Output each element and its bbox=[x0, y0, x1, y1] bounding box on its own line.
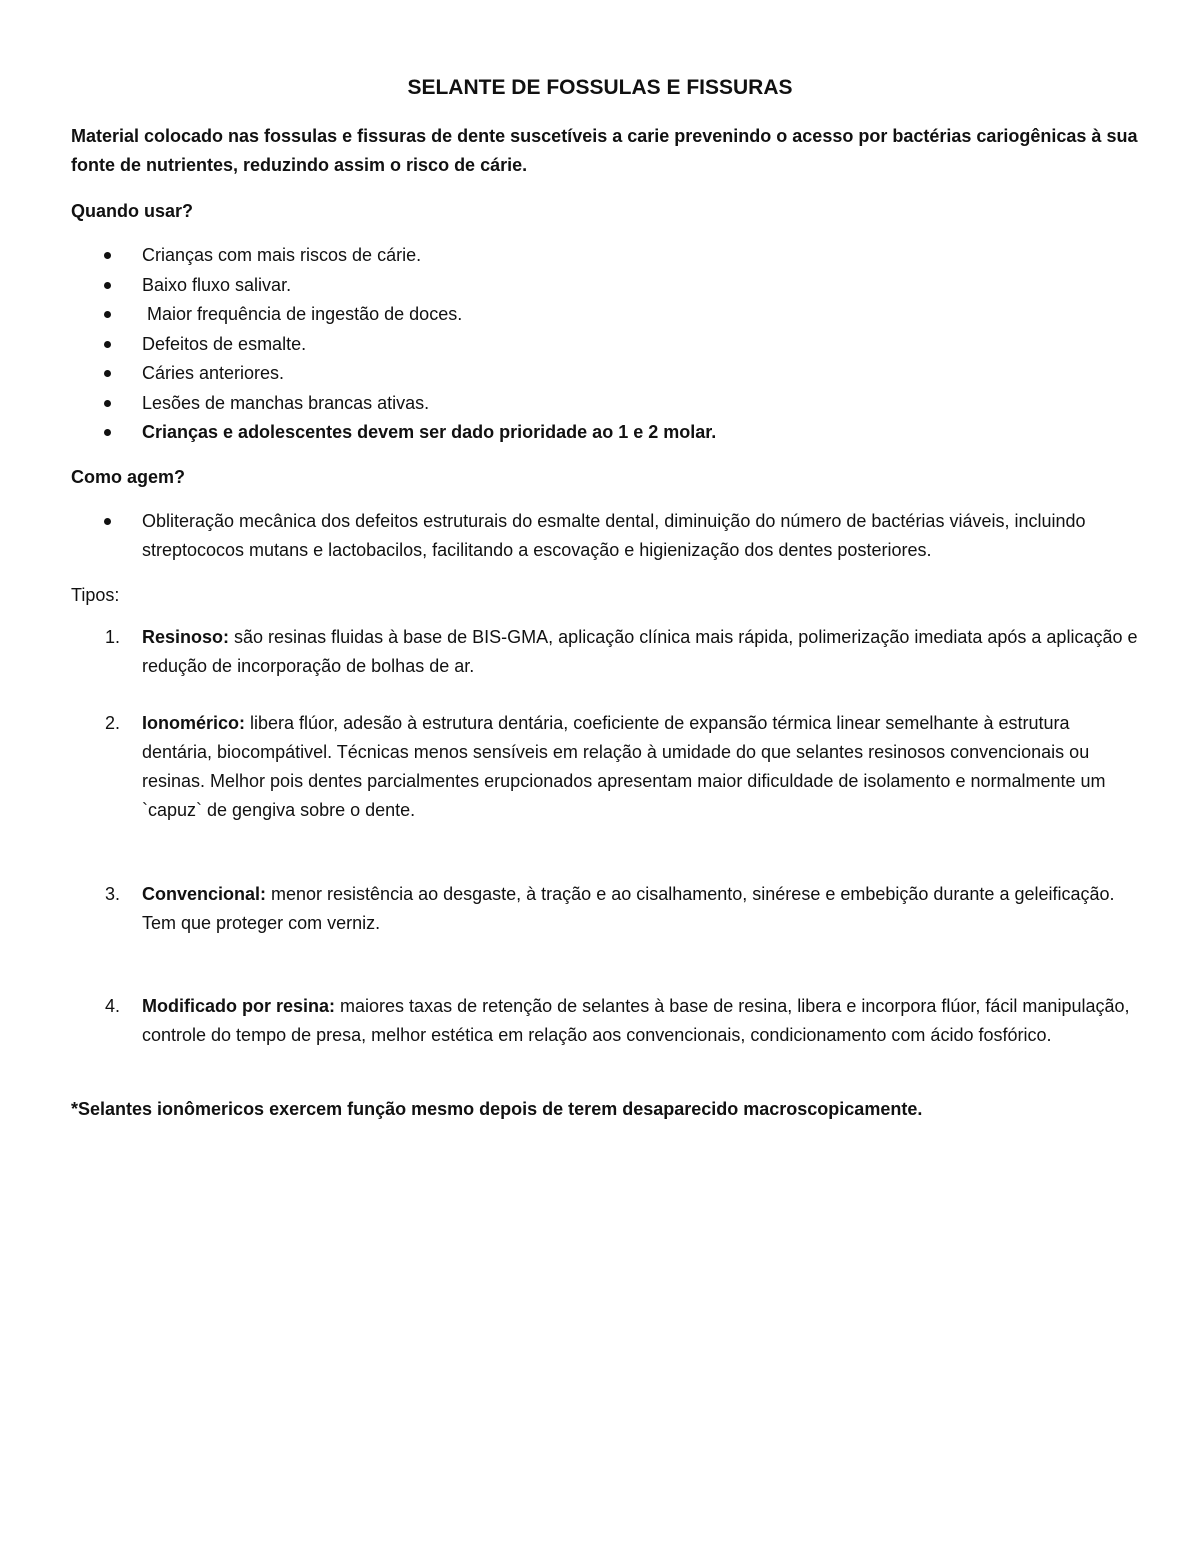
list-item: Baixo fluxo salivar. bbox=[71, 271, 1141, 301]
list-item: Maior frequência de ingestão de doces. bbox=[71, 300, 1141, 330]
item-number: 4. bbox=[105, 996, 121, 1016]
bullet-icon bbox=[104, 341, 111, 348]
page-title: SELANTE DE FOSSULAS E FISSURAS bbox=[407, 76, 793, 99]
item-text: libera flúor, adesão à estrutura dentária, coeficiente de expansão térmica linear semelhante à estrutura dentária, biocompátivel. Técnicas menos sensíveis em relação à umidade do que selantes resinosos convencionais ou resinas. Melhor pois dentes parcialmentes erupcionados apresentam maior dificuldade de isolamento e normalmente um `capuz` de gengiva sobre o dente. bbox=[142, 713, 1106, 820]
type-item-1 bbox=[105, 623, 1142, 681]
list-item: Crianças com mais riscos de cárie. bbox=[71, 241, 1141, 271]
list-item: Crianças e adolescentes devem ser dado prioridade ao 1 e 2 molar. bbox=[71, 418, 1141, 448]
item-number: 3. bbox=[105, 884, 121, 904]
how-list-item: Obliteração mecânica dos defeitos estruturais do esmalte dental, diminuição do número de bactérias viáveis, incluindo streptococos mutans e lactobacilos, facilitando a escovação e higienização dos dentes posteriores. bbox=[142, 507, 1142, 565]
when-heading: Quando usar? bbox=[71, 201, 194, 221]
item-number: 1. bbox=[105, 627, 121, 647]
type-item-2 bbox=[105, 709, 1142, 825]
bullet-icon bbox=[104, 282, 111, 289]
item-term: Ionomérico: bbox=[142, 713, 246, 733]
bullet-icon bbox=[104, 518, 111, 525]
bullet-icon bbox=[104, 429, 111, 436]
footnote: *Selantes ionômericos exercem função mesmo depois de terem desaparecido macroscopicamente. bbox=[71, 1099, 923, 1119]
item-text: menor resistência ao desgaste, à tração e ao cisalhamento, sinérese e embebição durante a geleificação. Tem que proteger com verniz. bbox=[142, 884, 1115, 933]
how-heading: Como agem? bbox=[71, 467, 186, 487]
type-item-3 bbox=[105, 880, 1142, 938]
item-term: Convencional: bbox=[142, 884, 267, 904]
item-text: maiores taxas de retenção de selantes à base de resina, libera e incorpora flúor, fácil manipulação, controle do tempo de presa, melhor estética em relação aos convencionais, condicionamento com ácido fosfórico. bbox=[142, 996, 1130, 1045]
intro-paragraph: Material colocado nas fossulas e fissuras de dente suscetíveis a carie prevenindo o acesso por bactérias cariogênicas à sua fonte de nutrientes, reduzindo assim o risco de cárie. bbox=[71, 126, 1138, 175]
list-item: Defeitos de esmalte. bbox=[71, 330, 1141, 360]
item-term: Modificado por resina: bbox=[142, 996, 336, 1016]
when-list bbox=[71, 241, 1141, 448]
types-heading: Tipos: bbox=[71, 585, 120, 605]
bullet-icon bbox=[104, 252, 111, 259]
bullet-icon bbox=[104, 311, 111, 318]
list-item: Lesões de manchas brancas ativas. bbox=[71, 389, 1141, 419]
item-text: são resinas fluidas à base de BIS-GMA, aplicação clínica mais rápida, polimerização imediata após a aplicação e redução de incorporação de bolhas de ar. bbox=[142, 627, 1138, 676]
item-term: Resinoso: bbox=[142, 627, 230, 647]
bullet-icon bbox=[104, 400, 111, 407]
bullet-icon bbox=[104, 370, 111, 377]
list-item: Cáries anteriores. bbox=[71, 359, 1141, 389]
item-number: 2. bbox=[105, 713, 121, 733]
type-item-4 bbox=[105, 992, 1142, 1050]
